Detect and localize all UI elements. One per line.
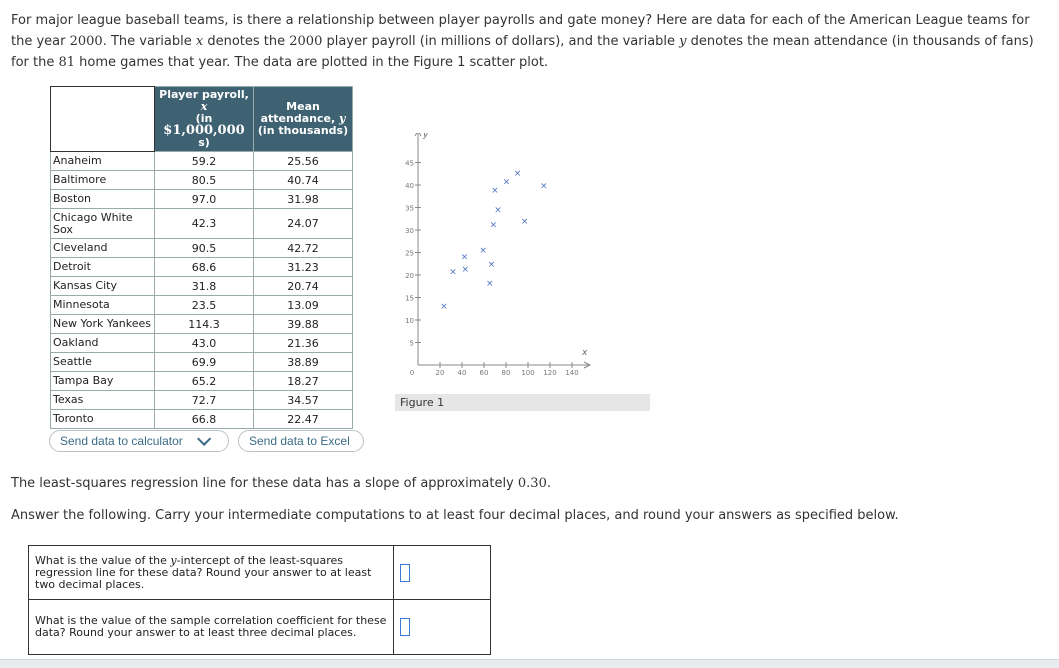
- data-point: ×: [460, 252, 469, 263]
- intro-text: denotes the: [203, 34, 290, 49]
- payroll-cell: 23.5: [155, 296, 254, 315]
- answer-cell: [394, 600, 491, 655]
- table-row: [51, 391, 353, 410]
- variable-x: x: [195, 34, 204, 49]
- data-table: [50, 86, 353, 429]
- attendance-cell: 38.89: [254, 353, 353, 372]
- header-text: attendance,: [260, 112, 339, 125]
- data-point: ×: [440, 302, 448, 313]
- header-text: Player payroll,: [159, 88, 249, 101]
- payroll-cell: 114.3: [155, 315, 254, 334]
- intro-text: denotes the mean attendance (in thousands of fans) for the: [11, 34, 1034, 70]
- problem-intro: [11, 10, 1046, 73]
- y-tick-label: 20: [405, 272, 414, 280]
- header-text: (in thousands): [257, 124, 349, 137]
- table-row: [51, 258, 353, 277]
- data-point: ×: [494, 205, 502, 216]
- header-text: s): [198, 136, 210, 149]
- data-point: ×: [520, 217, 529, 228]
- data-point: ×: [449, 267, 457, 278]
- team-name: Baltimore: [51, 171, 155, 190]
- payroll-cell: 59.2: [155, 152, 254, 171]
- intro-text: For major league baseball teams, is there a relationship between player payrolls and gate money? Here are data for each of the American League teams for the year: [11, 13, 1030, 49]
- table-row: [51, 296, 353, 315]
- payroll-cell: 68.6: [155, 258, 254, 277]
- table-corner: [51, 87, 155, 152]
- y-tick-label: 25: [405, 249, 414, 258]
- regression-text: The least-squares regression line for these data has a slope of approximately: [11, 476, 518, 491]
- attendance-cell: 13.09: [254, 296, 353, 315]
- figure-caption: Figure 1: [395, 394, 650, 411]
- payroll-cell: 97.0: [155, 190, 254, 209]
- attendance-cell: 21.36: [254, 334, 353, 353]
- send-to-excel-button[interactable]: [238, 430, 364, 452]
- table-row: [51, 152, 353, 171]
- payroll-cell: 69.9: [155, 353, 254, 372]
- attendance-cell: 18.27: [254, 372, 353, 391]
- payroll-cell: 80.5: [155, 171, 254, 190]
- button-label: Send data to Excel: [249, 434, 350, 448]
- regression-statement: [11, 476, 551, 491]
- attendance-cell: 24.07: [254, 209, 353, 239]
- question-row: [29, 600, 491, 655]
- payroll-cell: 90.5: [155, 239, 254, 258]
- x-tick-label: 40: [457, 369, 467, 377]
- team-name: Chicago White Sox: [51, 209, 155, 239]
- intro-text: home games that year. The data are plotted in the Figure 1 scatter plot.: [75, 55, 549, 70]
- x-tick-label: 60: [479, 369, 489, 377]
- table-row: [51, 277, 353, 296]
- team-name: Minnesota: [51, 296, 155, 315]
- col-header-payroll: [155, 87, 254, 152]
- data-point: ×: [461, 264, 470, 275]
- team-name: Detroit: [51, 258, 155, 277]
- team-name: Boston: [51, 190, 155, 209]
- team-name: Anaheim: [51, 152, 155, 171]
- question-text: -intercept of the least-squares regression line for these data? Round your answer to at least two decimal places.: [35, 553, 372, 591]
- header-var: x: [200, 100, 208, 113]
- attendance-cell: 40.74: [254, 171, 353, 190]
- x-tick-label: 20: [435, 369, 445, 377]
- table-row: [51, 353, 353, 372]
- payroll-cell: 42.3: [155, 209, 254, 239]
- slope-value: 0.30: [517, 476, 547, 491]
- intro-text: . The variable: [102, 34, 196, 49]
- y-tick-label: 30: [405, 227, 414, 235]
- games-count: 81: [58, 55, 76, 70]
- question-row: [29, 546, 491, 600]
- header-money: $1,000,000: [163, 123, 245, 138]
- question-correlation: What is the value of the sample correlation coefficient for these data? Round your answer to at least three decimal places.: [29, 600, 394, 655]
- attendance-cell: 22.47: [254, 410, 353, 429]
- attendance-cell: 25.56: [254, 152, 353, 171]
- data-point: ×: [485, 278, 494, 289]
- question-var: y: [170, 553, 177, 567]
- data-point: ×: [479, 245, 487, 256]
- chevron-down-icon: [197, 432, 211, 446]
- question-text: What is the value of the: [35, 553, 171, 567]
- variable-y: y: [679, 34, 687, 49]
- button-label: Send data to calculator: [60, 434, 183, 448]
- question-intercept: [29, 546, 394, 600]
- questions-table: [28, 545, 491, 655]
- payroll-cell: 65.2: [155, 372, 254, 391]
- x-tick-label: 140: [565, 369, 579, 377]
- data-point: ×: [513, 168, 522, 179]
- y-tick-label: 5: [409, 339, 414, 348]
- attendance-cell: 34.57: [254, 391, 353, 410]
- team-name: Texas: [51, 391, 155, 410]
- answer-cell: [394, 546, 491, 600]
- correlation-answer-input[interactable]: [400, 618, 410, 636]
- attendance-cell: 39.88: [254, 315, 353, 334]
- attendance-cell: 42.72: [254, 239, 353, 258]
- y-axis-label: y: [423, 133, 429, 140]
- header-text: (in: [195, 112, 213, 125]
- team-name: Kansas City: [51, 277, 155, 296]
- data-point: ×: [491, 185, 499, 196]
- regression-text: .: [546, 476, 551, 491]
- send-to-calculator-button[interactable]: [49, 430, 229, 452]
- data-point: ×: [487, 259, 496, 270]
- header-text: Mean: [286, 100, 320, 113]
- data-point: ×: [539, 181, 548, 192]
- table-row: [51, 171, 353, 190]
- y-tick-label: 35: [405, 204, 414, 213]
- intro-year: 2000: [69, 34, 103, 49]
- y-tick-label: 10: [405, 317, 414, 325]
- table-row: [51, 334, 353, 353]
- data-point: ×: [502, 177, 511, 188]
- data-point: ×: [489, 220, 498, 231]
- payroll-cell: 43.0: [155, 334, 254, 353]
- x-axis-label: x: [582, 348, 588, 358]
- intro-year: 2000: [289, 34, 323, 49]
- payroll-cell: 72.7: [155, 391, 254, 410]
- team-name: Cleveland: [51, 239, 155, 258]
- scatter-chart: [393, 133, 663, 383]
- col-header-attendance: [254, 87, 353, 152]
- payroll-cell: 31.8: [155, 277, 254, 296]
- intercept-answer-input[interactable]: [400, 564, 410, 582]
- instructions: Answer the following. Carry your intermediate computations to at least four decimal places, and round your answers as specified below.: [11, 508, 899, 523]
- attendance-cell: 31.23: [254, 258, 353, 277]
- payroll-cell: 66.8: [155, 410, 254, 429]
- table-row: [51, 239, 353, 258]
- x-tick-label: 80: [501, 369, 511, 377]
- table-row: [51, 209, 353, 239]
- table-row: [51, 315, 353, 334]
- team-name: Toronto: [51, 410, 155, 429]
- intro-text: player payroll (in millions of dollars), and the variable: [322, 34, 680, 49]
- team-name: New York Yankees: [51, 315, 155, 334]
- team-name: Tampa Bay: [51, 372, 155, 391]
- attendance-cell: 31.98: [254, 190, 353, 209]
- table-row: [51, 410, 353, 429]
- header-var: y: [338, 112, 346, 125]
- y-tick-label: 40: [405, 182, 414, 190]
- team-name: Oakland: [51, 334, 155, 353]
- attendance-cell: 20.74: [254, 277, 353, 296]
- y-tick-label: 15: [405, 294, 414, 303]
- x-tick-label: 120: [543, 369, 557, 377]
- team-name: Seattle: [51, 353, 155, 372]
- x-tick-label: 100: [521, 369, 535, 377]
- table-row: [51, 190, 353, 209]
- y-tick-label: 45: [405, 159, 414, 168]
- origin-label: 0: [409, 369, 415, 377]
- table-row: [51, 372, 353, 391]
